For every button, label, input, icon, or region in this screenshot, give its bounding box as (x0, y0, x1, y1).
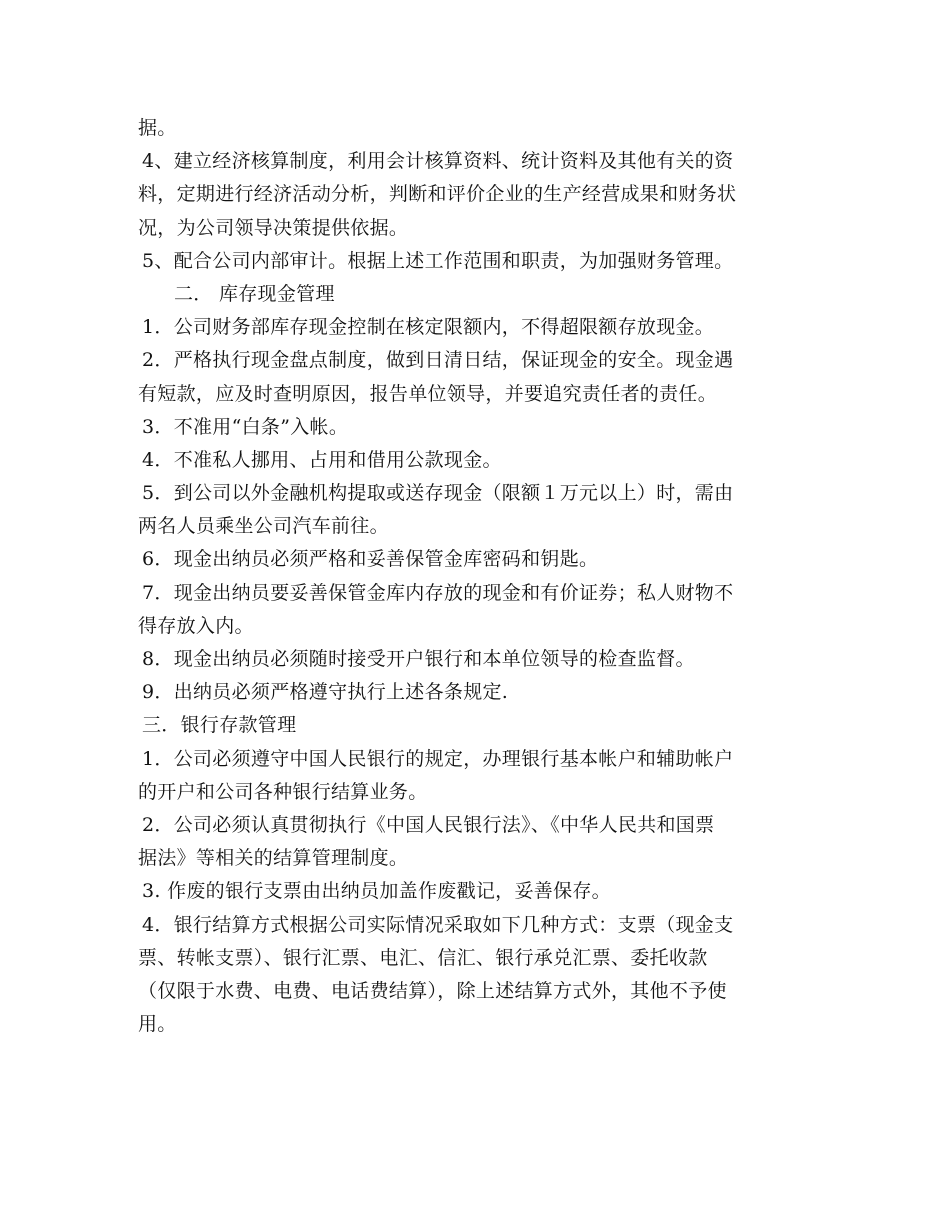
text-line: 有短款，应及时查明原因，报告单位领导，并要追究责任者的责任。 (138, 382, 718, 405)
document-body (138, 112, 818, 1041)
text-line: 7．现金出纳员要妥善保管金库内存放的现金和有价证券；私人财物不 (142, 581, 734, 604)
text-line: 票、转帐支票）、银行汇票、电汇、信汇、银行承兑汇票、委托收款 (138, 946, 708, 969)
text-line: （仅限于水费、电费、电话费结算），除上述结算方式外，其他不予使 (138, 979, 727, 1002)
text-line: 4、建立经济核算制度，利用会计核算资料、统计资料及其他有关的资 (142, 150, 734, 173)
text-line: 两名人员乘坐公司汽车前往。 (138, 515, 389, 538)
text-line: 3．不准用“白条”入帐。 (142, 415, 349, 438)
text-line: 4．银行结算方式根据公司实际情况采取如下几种方式：支票（现金支 (142, 913, 734, 936)
text-line: 料，定期进行经济活动分析，判断和评价企业的生产经营成果和财务状 (138, 183, 737, 206)
text-line: 据。 (138, 117, 177, 139)
text-line: 况，为公司领导决策提供依据。 (138, 216, 409, 239)
text-line: 9．出纳员必须严格遵守执行上述各条规定. (142, 681, 509, 704)
text-line: 6．现金出纳员必须严格和妥善保管金库密码和钥匙。 (142, 548, 599, 571)
text-line: 2．严格执行现金盘点制度，做到日清日结，保证现金的安全。现金遇 (142, 349, 734, 372)
text-line: 1．公司财务部库存现金控制在核定限额内，不得超限额存放现金。 (142, 316, 715, 339)
text-line: 4．不准私人挪用、占用和借用公款现金。 (142, 448, 502, 471)
text-line: 1．公司必须遵守中国人民银行的规定，办理银行基本帐户和辅助帐户 (142, 747, 734, 770)
section-heading: 三．银行存款管理 (142, 714, 297, 737)
section-heading: 二． 库存现金管理 (174, 282, 335, 305)
text-line: 的开户和公司各种银行结算业务。 (138, 780, 428, 803)
text-line: 5、配合公司内部审计。根据上述工作范围和职责，为加强财务管理。 (142, 249, 734, 272)
text-line: 得存放入内。 (138, 614, 254, 637)
text-line: 2．公司必须认真贯彻执行《中国人民银行法》、《中华人民共和国票 (142, 813, 715, 836)
text-line: 3. 作废的银行支票由出纳员加盖作废戳记，妥善保存。 (142, 880, 611, 903)
text-line: 8．现金出纳员必须随时接受开户银行和本单位领导的检查监督。 (142, 648, 695, 670)
text-line: 5．到公司以外金融机构提取或送存现金（限额１万元以上）时，需由 (142, 482, 734, 505)
text-line: 据法》等相关的结算管理制度。 (138, 847, 409, 870)
text-line: 用。 (138, 1013, 177, 1036)
